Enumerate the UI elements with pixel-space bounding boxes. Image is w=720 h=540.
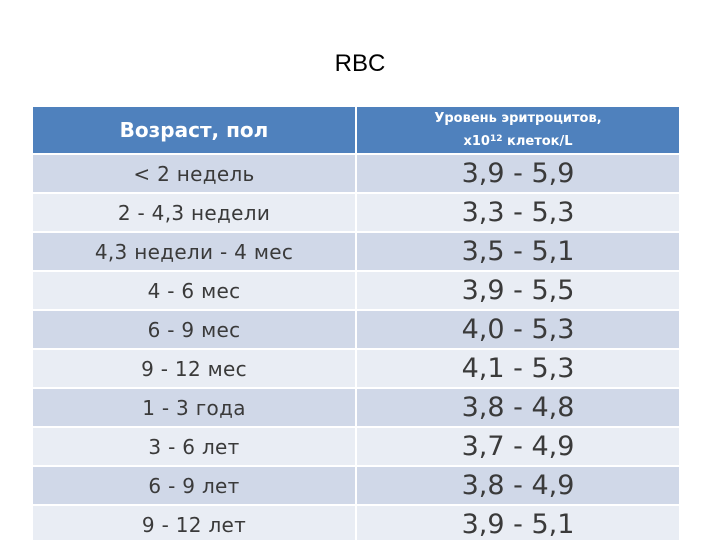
range-cell: 3,8 - 4,9 <box>356 466 679 505</box>
age-cell: 1 - 3 года <box>33 388 356 427</box>
table-body <box>33 154 679 540</box>
header-level-line1: Уровень эритроцитов, <box>434 111 602 126</box>
table-row <box>33 193 679 232</box>
range-cell: 3,7 - 4,9 <box>356 427 679 466</box>
range-cell: 3,9 - 5,9 <box>356 154 679 193</box>
rbc-reference-table <box>33 107 679 540</box>
range-cell: 3,3 - 5,3 <box>356 193 679 232</box>
table-row <box>33 232 679 271</box>
header-level-prefix: x10 <box>463 134 490 149</box>
age-cell: 3 - 6 лет <box>33 427 356 466</box>
range-cell: 3,9 - 5,5 <box>356 271 679 310</box>
table-row <box>33 154 679 193</box>
range-cell: 3,8 - 4,8 <box>356 388 679 427</box>
header-age: Возраст, пол <box>33 107 356 154</box>
table-row <box>33 388 679 427</box>
age-cell: 6 - 9 лет <box>33 466 356 505</box>
header-level-exponent: 12 <box>489 134 503 144</box>
age-cell: 4 - 6 мес <box>33 271 356 310</box>
table-row <box>33 466 679 505</box>
age-cell: 6 - 9 мес <box>33 310 356 349</box>
range-cell: 4,1 - 5,3 <box>356 349 679 388</box>
table-row <box>33 427 679 466</box>
table-header-row <box>33 107 679 154</box>
slide-title: RBC <box>334 50 386 77</box>
header-level-suffix: клеток/L <box>502 134 573 149</box>
range-cell: 3,5 - 5,1 <box>356 232 679 271</box>
age-cell: < 2 недель <box>33 154 356 193</box>
table-row <box>33 271 679 310</box>
range-cell: 3,9 - 5,1 <box>356 505 679 540</box>
age-cell: 9 - 12 мес <box>33 349 356 388</box>
age-cell: 9 - 12 лет <box>33 505 356 540</box>
age-cell: 4,3 недели - 4 мес <box>33 232 356 271</box>
table-row <box>33 505 679 540</box>
table-row <box>33 310 679 349</box>
header-rbc-level <box>356 107 679 154</box>
age-cell: 2 - 4,3 недели <box>33 193 356 232</box>
range-cell: 4,0 - 5,3 <box>356 310 679 349</box>
table-row <box>33 349 679 388</box>
